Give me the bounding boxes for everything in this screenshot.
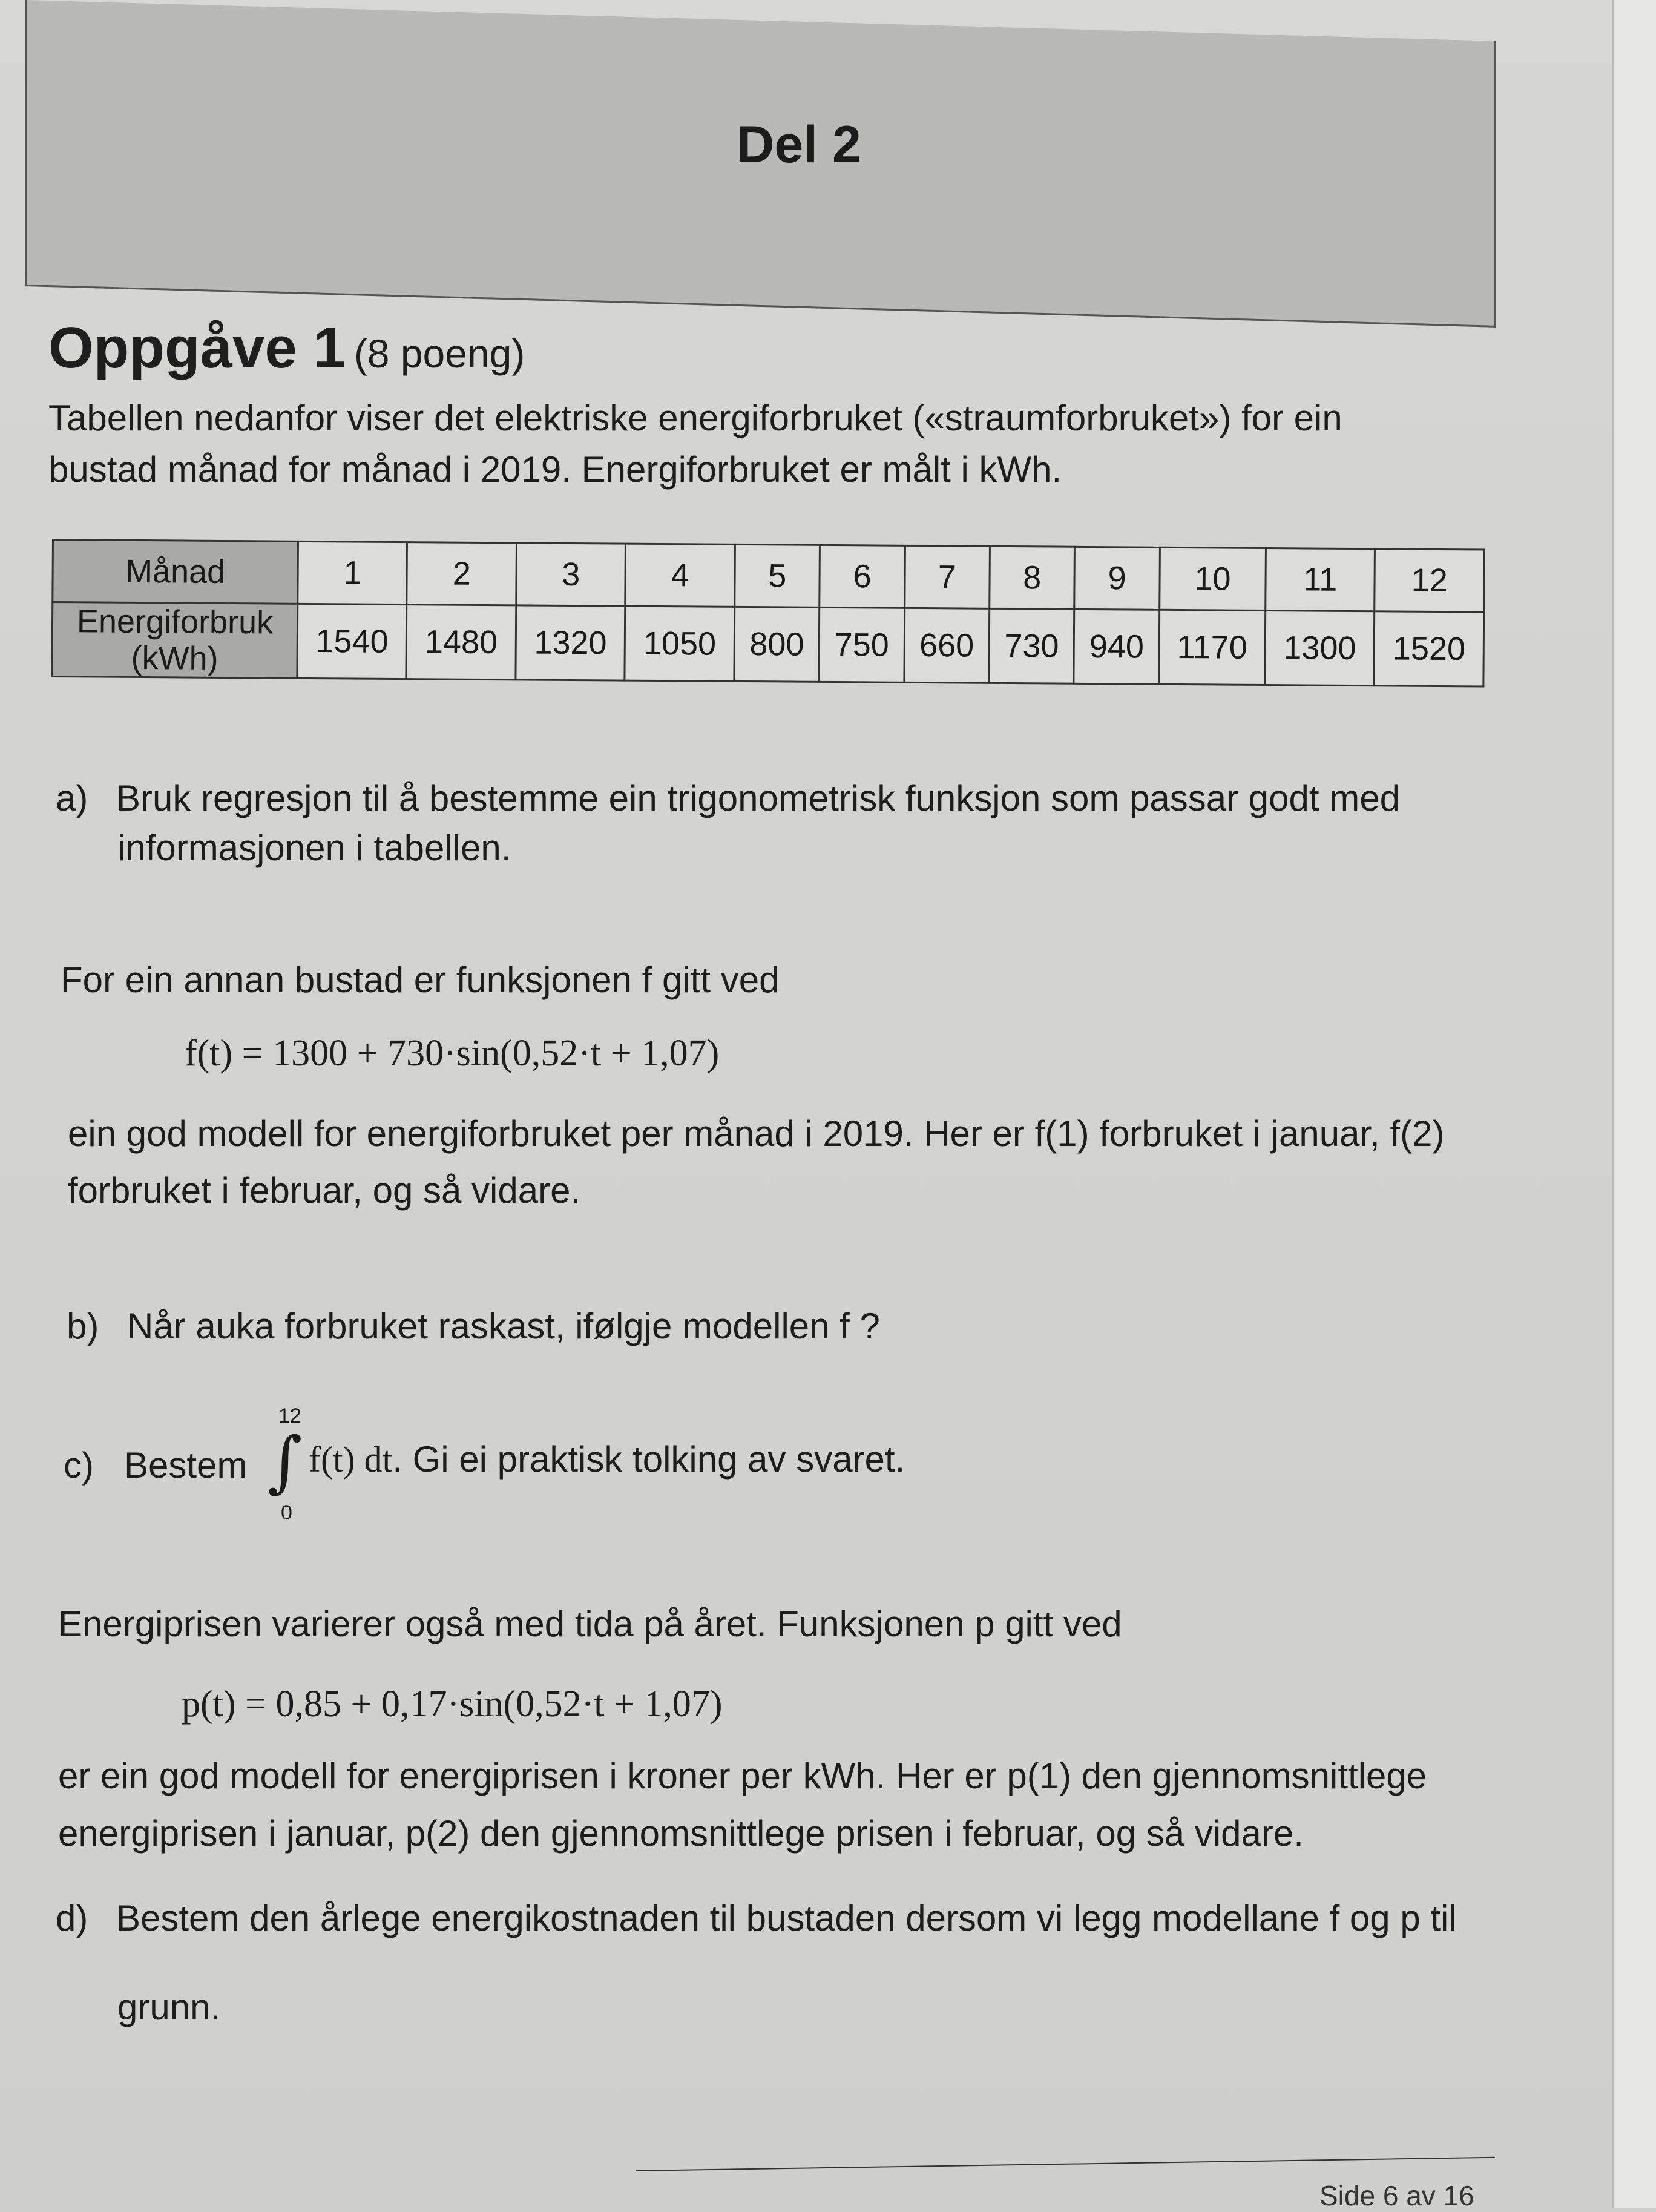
integrand: f(t) dt — [309, 1440, 393, 1480]
question-b-text: Når auka forbruket raskast, ifølgje modellen f ? — [127, 1306, 880, 1346]
table-cell-energy: 1520 — [1374, 611, 1484, 686]
table-header-energy-line1: Energiforbruk — [76, 603, 274, 641]
table-header-month: Månad — [53, 540, 298, 604]
f-after-line2: forbruket i februar, og så vidare. — [68, 1170, 581, 1211]
question-d-line2: grunn. — [117, 1987, 221, 2027]
table-cell-energy: 800 — [734, 607, 820, 682]
question-c-suffix: . Gi ei praktisk tolking av svaret. — [392, 1439, 905, 1480]
table-cell-energy: 1050 — [625, 606, 734, 681]
table-cell-month: 3 — [516, 543, 626, 606]
task-points: (8 poeng) — [353, 331, 525, 376]
integral-lower-limit: 0 — [281, 1501, 292, 1524]
table-cell-energy: 730 — [989, 608, 1074, 683]
p-intro-text: Energiprisen varierer også med tida på året. Funksjonen p gitt ved — [58, 1604, 1122, 1644]
footer-divider — [636, 2157, 1495, 2171]
task-title-text: Oppgåve 1 — [48, 315, 346, 380]
table-header-energy-line2: (kWh) — [131, 639, 218, 677]
question-c-label: c) — [64, 1445, 94, 1486]
p-after-line2: energiprisen i januar, p(2) den gjennomsnittlege prisen i februar, og så vidare. — [58, 1813, 1304, 1854]
page-edge — [1612, 0, 1656, 2208]
table-cell-energy: 1540 — [297, 604, 407, 679]
table-cell-energy: 940 — [1074, 609, 1159, 684]
question-d — [56, 1894, 1457, 1943]
integral-upper-limit: 12 — [278, 1404, 301, 1427]
p-after-line1: er ein god modell for energiprisen i kroner per kWh. Her er p(1) den gjennomsnittlege — [58, 1756, 1427, 1796]
page-number: Side 6 av 16 — [1319, 2180, 1474, 2211]
table-cell-energy: 1320 — [516, 605, 625, 680]
table-cell-month: 1 — [298, 541, 407, 604]
table-row-energy — [52, 602, 1484, 687]
table-cell-month: 2 — [407, 542, 516, 605]
integral-icon: ∫ — [268, 1423, 303, 1500]
task-title — [48, 315, 525, 381]
question-a-line2: informasjonen i tabellen. — [117, 828, 511, 868]
table-cell-month: 6 — [820, 545, 905, 608]
table-header-energy — [52, 602, 298, 679]
question-d-label: d) — [56, 1898, 88, 1938]
formula-f: f(t) = 1300 + 730·sin(0,52·t + 1,07) — [185, 1033, 720, 1074]
table-cell-month: 8 — [990, 546, 1075, 609]
table-cell-energy: 660 — [904, 608, 990, 683]
question-a-line1: Bruk regresjon til å bestemme ein trigonometrisk funksjon som passar godt med — [116, 778, 1400, 818]
question-d-line1: Bestem den årlege energikostnaden til bustaden dersom vi legg modellane f og p til — [116, 1898, 1457, 1938]
question-a — [56, 774, 1400, 823]
table-cell-month: 9 — [1074, 547, 1160, 610]
table-cell-energy: 750 — [819, 607, 904, 682]
table-cell-energy: 1300 — [1265, 610, 1375, 685]
question-b — [67, 1302, 880, 1351]
intro-line-1: Tabellen nedanfor viser det elektriske energiforbruket («straumforbruket») for ein — [48, 398, 1342, 438]
intro-line-2: bustad månad for månad i 2019. Energiforbruket er målt i kWh. — [48, 449, 1062, 490]
question-c-body — [309, 1435, 905, 1484]
f-intro-text: For ein annan bustad er funksjonen f gitt ved — [61, 960, 780, 1000]
formula-p: p(t) = 0,85 + 0,17·sin(0,52·t + 1,07) — [182, 1684, 723, 1725]
table-cell-energy: 1170 — [1159, 610, 1266, 685]
question-c-prefix: Bestem — [124, 1445, 248, 1486]
f-after-line1: ein god modell for energiforbruket per månad i 2019. Her er f(1) forbruket i januar, f(2) — [68, 1113, 1445, 1154]
table-cell-month: 11 — [1266, 548, 1375, 611]
table-cell-energy: 1480 — [406, 605, 516, 680]
question-b-label: b) — [67, 1306, 99, 1346]
question-a-label: a) — [56, 778, 88, 818]
energy-table — [51, 539, 1485, 688]
section-title: Del 2 — [737, 116, 861, 174]
table-cell-month: 4 — [625, 544, 735, 607]
table-row-month — [53, 540, 1485, 613]
table-cell-month: 5 — [735, 544, 820, 607]
table-cell-month: 7 — [904, 545, 990, 608]
table-cell-month: 10 — [1160, 547, 1266, 610]
table-cell-month: 12 — [1375, 549, 1484, 612]
